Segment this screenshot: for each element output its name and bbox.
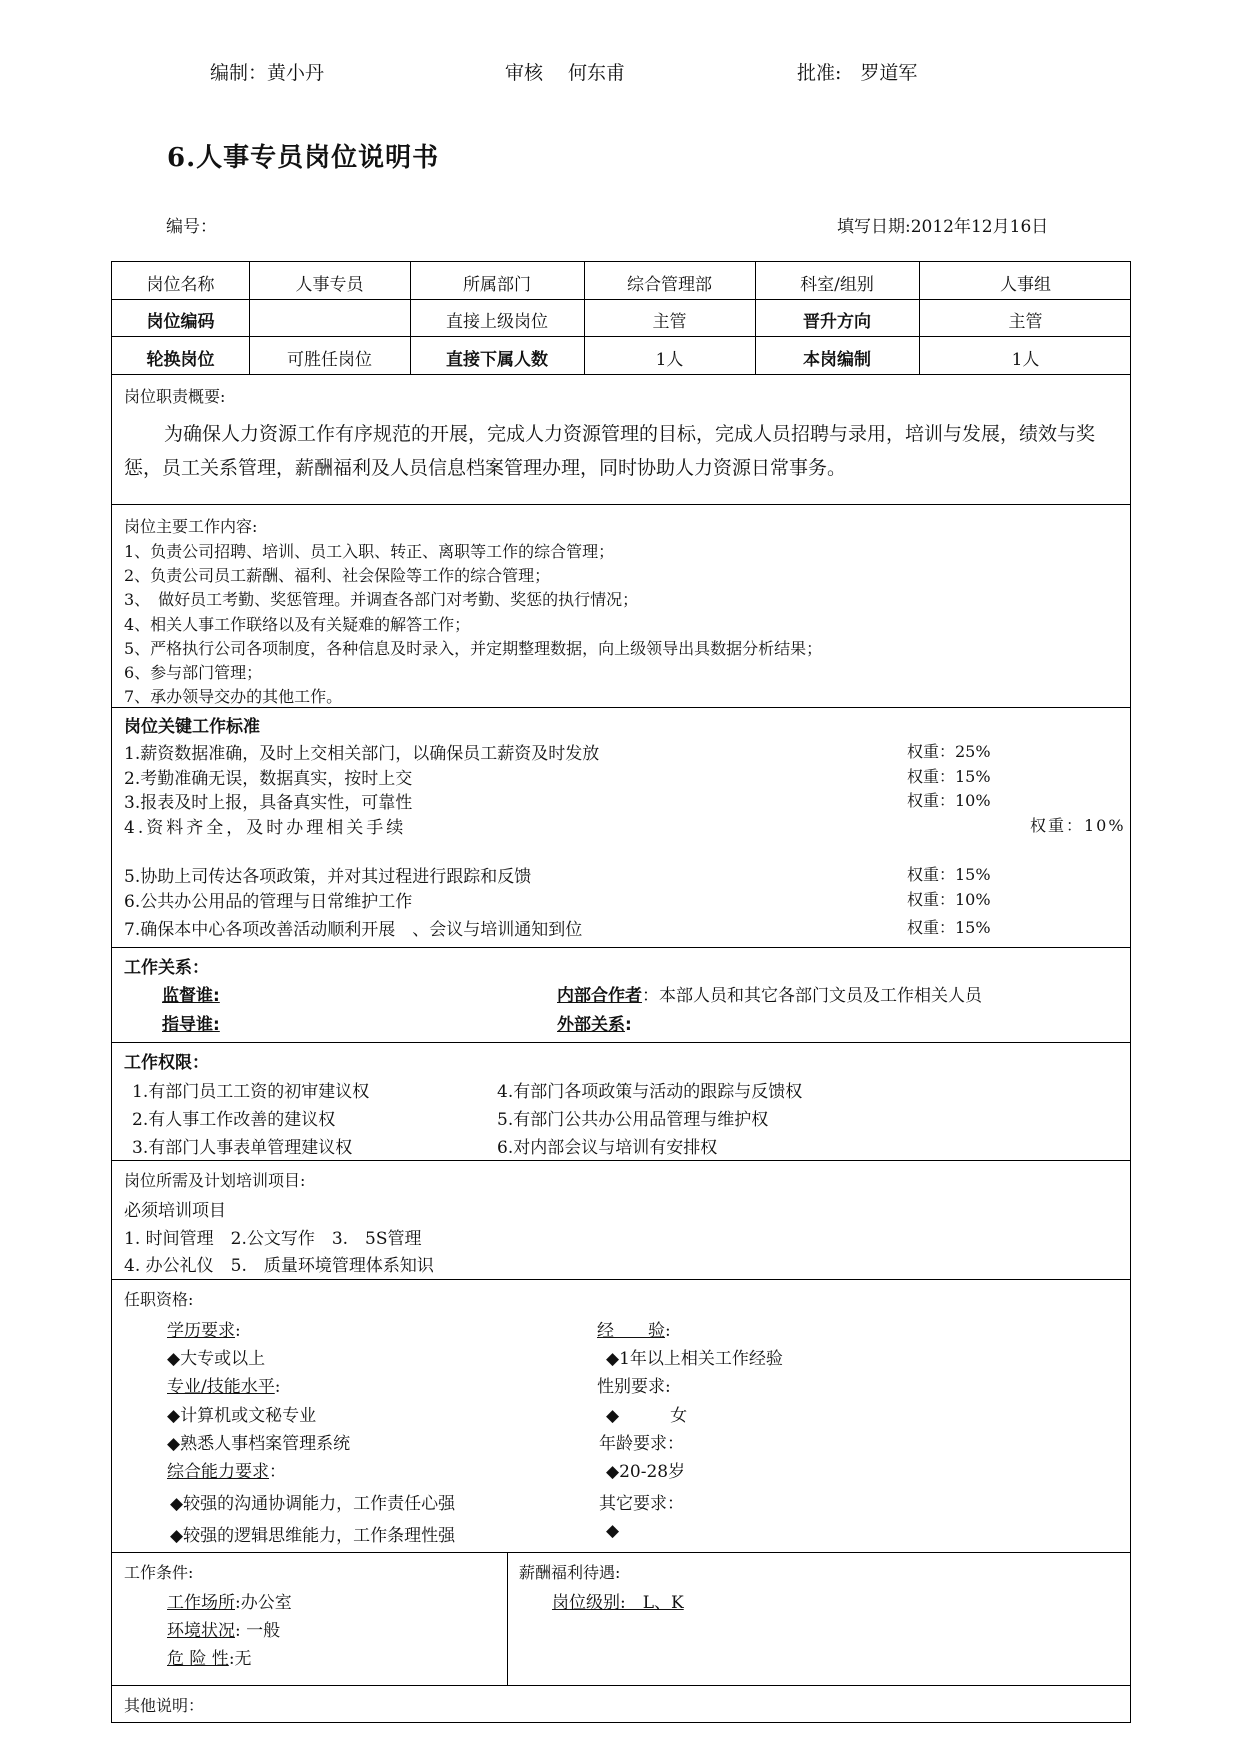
experience-label-colon: : [665, 1321, 671, 1341]
standards-label: 岗位关键工作标准 [124, 717, 260, 737]
value-position-name: 人事专员 [295, 275, 364, 295]
duties-section [112, 504, 1130, 707]
training-label: 岗位所需及计划培训项目: [124, 1171, 306, 1190]
external-relations [557, 1010, 632, 1035]
internal-partners-label: 内部合作者 [557, 986, 642, 1006]
label-rotation: 轮换岗位 [146, 350, 215, 370]
document-title: 6.人事专员岗位说明书 [167, 143, 440, 173]
duty-item: 7、承办领导交办的其他工作。 [124, 687, 343, 706]
standard-item: 2.考勤准确无误，数据真实，按时上交 [124, 769, 413, 789]
skill-label [167, 1372, 280, 1397]
label-department: 所属部门 [463, 275, 531, 295]
pay-label: 薪酬福利待遇: [519, 1563, 621, 1582]
training-line-2: 4. 办公礼仪 5. 质量环境管理体系知识 [124, 1256, 434, 1276]
other-requirements-label: 其它要求： [599, 1494, 684, 1514]
risk-label: 危 险 性 [167, 1649, 229, 1669]
label-section: 科室/组别 [800, 275, 874, 295]
relations-section [112, 947, 1130, 1042]
duty-item: 4、相关人事工作联络以及有关疑难的解答工作； [124, 615, 471, 634]
gender-value: ◆ 女 [606, 1406, 688, 1426]
education-value: ◆大专或以上 [167, 1349, 266, 1369]
summary-label: 岗位职责概要: [124, 387, 226, 406]
duty-item: 5、严格执行公司各项制度，各种信息及时录入，并定期整理数据，向上级领导出具数据分析结果； [124, 639, 823, 658]
standard-weight: 权重：15% [907, 865, 991, 884]
document-number-label: 编号： [166, 217, 217, 237]
standard-weight: 权重：25% [907, 742, 991, 761]
standard-item: 4.资料齐全，及时办理相关手续 [124, 818, 407, 838]
standard-item: 6.公共办公用品的管理与日常维护工作 [124, 892, 413, 912]
environment-value: : 一般 [235, 1621, 281, 1641]
standard-weight: 权重：10% [907, 791, 991, 810]
ability-value: ◆较强的沟通协调能力，工作责任心强 [170, 1494, 456, 1514]
standard-weight: 权重：10% [1030, 816, 1126, 835]
standard-weight: 权重：15% [907, 767, 991, 786]
authority-item: 5.有部门公共办公用品管理与维护权 [497, 1110, 769, 1130]
environment [167, 1616, 280, 1641]
standard-item: 5.协助上司传达各项政策，并对其过程进行跟踪和反馈 [124, 867, 532, 887]
training-section [112, 1160, 1130, 1279]
work-place-label: 工作场所 [167, 1593, 235, 1613]
standard-item: 1.薪资数据准确，及时上交相关部门，以确保员工薪资及时发放 [124, 744, 600, 764]
guides-label: 指导谁: [162, 1015, 220, 1035]
summary-section [112, 374, 1130, 504]
age-label: 年龄要求： [599, 1434, 684, 1454]
value-section: 人事组 [1000, 275, 1051, 295]
label-promotion: 晋升方向 [803, 312, 871, 332]
skill-value: ◆计算机或文秘专业 [167, 1406, 317, 1426]
position-level: 岗位级别: L、K [552, 1593, 684, 1613]
conditions-section [112, 1552, 507, 1685]
supervised-by-label: 监督谁: [162, 986, 220, 1006]
authority-item: 1.有部门员工工资的初审建议权 [132, 1082, 370, 1102]
label-position-code: 岗位编码 [146, 312, 215, 332]
authority-item: 2.有人事工作改善的建议权 [132, 1110, 336, 1130]
training-required-label: 必须培训项目 [124, 1201, 226, 1221]
label-headcount: 本岗编制 [803, 350, 871, 370]
value-subordinates: 1人 [655, 350, 684, 370]
duty-item: 1、负责公司招聘、培训、员工入职、转正、离职等工作的综合管理； [124, 542, 615, 561]
other-label: 其他说明： [124, 1696, 205, 1715]
label-position-name: 岗位名称 [146, 275, 215, 295]
job-description-form [111, 261, 1131, 1723]
duties-label: 岗位主要工作内容: [124, 517, 258, 536]
skill-value: ◆熟悉人事档案管理系统 [167, 1434, 351, 1454]
external-relations-colon: : [625, 1015, 632, 1035]
qualification-section [112, 1279, 1130, 1552]
other-section [112, 1685, 1130, 1723]
authority-label: 工作权限： [124, 1053, 209, 1073]
relations-label: 工作关系： [124, 958, 209, 978]
value-rotation: 可胜任岗位 [287, 350, 372, 370]
label-subordinates: 直接下属人数 [446, 350, 548, 370]
experience-value: ◆1年以上相关工作经验 [606, 1349, 783, 1369]
standard-item: 3.报表及时上报，具备真实性，可靠性 [124, 793, 413, 813]
approved-by: 批准: 罗道军 [797, 62, 918, 84]
education-label-colon: : [235, 1321, 241, 1341]
fill-date: 填写日期:2012年12月16日 [837, 217, 1049, 237]
other-requirements-value: ◆ [606, 1521, 620, 1541]
skill-label-colon: : [274, 1377, 281, 1397]
pay-section [507, 1552, 1130, 1685]
ability-label-colon: ： [269, 1462, 286, 1482]
conditions-label: 工作条件: [124, 1563, 194, 1582]
standards-section [112, 707, 1130, 947]
duty-item: 6、参与部门管理； [124, 663, 263, 682]
standard-weight: 权重：10% [907, 890, 991, 909]
ability-label [167, 1457, 286, 1482]
value-promotion: 主管 [1008, 312, 1043, 332]
authority-section [112, 1042, 1130, 1160]
duty-item: 3、 做好员工考勤、奖惩管理。并调查各部门对考勤、奖惩的执行情况； [124, 590, 639, 609]
education-label-text: 学历要求 [167, 1321, 235, 1341]
environment-label: 环境状况 [167, 1621, 235, 1641]
internal-partners [557, 981, 982, 1006]
work-place [167, 1588, 292, 1613]
authority-item: 6.对内部会议与培训有安排权 [497, 1138, 718, 1158]
authority-item: 4.有部门各项政策与活动的跟踪与反馈权 [497, 1082, 803, 1102]
external-relations-label: 外部关系 [557, 1015, 625, 1035]
standard-item: 7.确保本中心各项改善活动顺利开展 、会议与培训通知到位 [124, 920, 583, 940]
ability-label-text: 综合能力要求 [167, 1462, 269, 1482]
value-direct-superior: 主管 [652, 312, 687, 332]
reviewed-by: 审核 何东甫 [505, 62, 626, 84]
work-place-value: :办公室 [235, 1593, 292, 1613]
prepared-by: 编制：黄小丹 [210, 62, 325, 84]
label-direct-superior: 直接上级岗位 [446, 312, 548, 332]
qualification-label: 任职资格: [124, 1290, 194, 1309]
value-department: 综合管理部 [627, 275, 712, 295]
risk-value: :无 [228, 1649, 252, 1669]
age-value: ◆20-28岁 [606, 1462, 686, 1482]
authority-item: 3.有部门人事表单管理建议权 [132, 1138, 353, 1158]
ability-value: ◆较强的逻辑思维能力，工作条理性强 [170, 1526, 456, 1546]
experience-label-text: 经 验 [597, 1321, 665, 1341]
skill-label-text: 专业/技能水平 [167, 1377, 275, 1397]
summary-text: 为确保人力资源工作有序规范的开展，完成人力资源管理的目标，完成人员招聘与录用，培训与发展，绩效与奖惩，员工关系管理，薪酬福利及人员信息档案管理办理，同时协助人力资源日常事务。 [124, 423, 1096, 479]
value-headcount: 1人 [1011, 350, 1040, 370]
duty-item: 2、负责公司员工薪酬、福利、社会保险等工作的综合管理； [124, 566, 551, 585]
education-label [167, 1316, 241, 1341]
training-line-1: 1. 时间管理 2.公文写作 3. 5S管理 [124, 1229, 422, 1249]
gender-label: 性别要求: [597, 1377, 671, 1397]
internal-partners-value: ：本部人员和其它各部门文员及工作相关人员 [642, 986, 982, 1006]
experience-label [597, 1316, 671, 1341]
risk [167, 1644, 252, 1669]
standard-weight: 权重：15% [907, 918, 991, 937]
